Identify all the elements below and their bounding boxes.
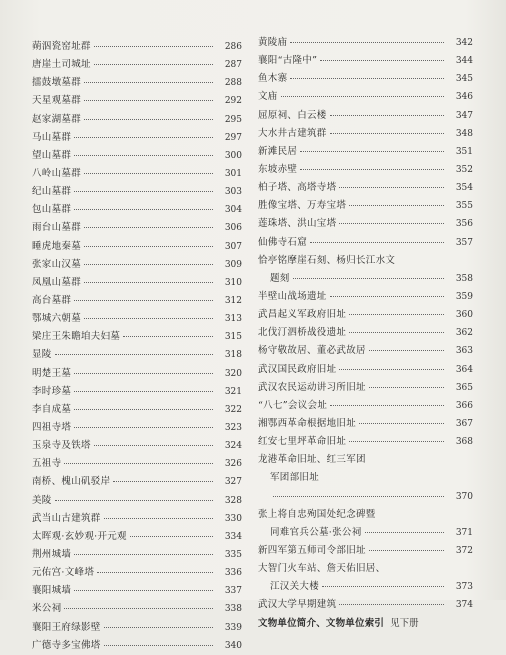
dot-leader <box>84 282 213 283</box>
toc-entry <box>258 88 473 106</box>
toc-entry-page: 368 <box>455 437 473 448</box>
toc-entry-title: 明楚王墓 <box>32 367 72 379</box>
toc-entry <box>258 397 473 415</box>
toc-entry-title: 恰亭铭摩崖石刻、杨归长江水文 <box>258 254 396 266</box>
dot-leader <box>349 314 444 315</box>
toc-entry-page: 364 <box>455 364 473 375</box>
dot-leader <box>322 586 444 587</box>
toc-entry <box>32 528 242 546</box>
dot-leader <box>84 82 213 83</box>
toc-entry <box>258 342 473 360</box>
toc-entry-page: 339 <box>224 622 242 633</box>
toc-entry <box>32 419 242 437</box>
toc-entry <box>258 197 473 215</box>
toc-entry-page: 315 <box>224 332 242 343</box>
toc-entry <box>258 252 473 270</box>
toc-entry-page: 306 <box>224 223 242 234</box>
dot-leader <box>84 246 213 247</box>
toc-entry-page: 373 <box>455 582 473 593</box>
toc-entry-page: 340 <box>224 640 242 651</box>
toc-entry-title: 雨台山墓群 <box>32 222 82 234</box>
toc-entry-page: 354 <box>455 183 473 194</box>
toc-entry-page: 321 <box>224 386 242 397</box>
toc-entry-page: 345 <box>455 74 473 85</box>
dot-leader <box>104 518 213 519</box>
toc-entry-title: 四祖寺塔 <box>32 421 72 433</box>
toc-entry <box>258 125 473 143</box>
toc-entry <box>32 328 242 346</box>
toc-entry <box>258 578 473 596</box>
dot-leader <box>74 391 213 392</box>
dot-leader <box>74 427 213 428</box>
toc-entry-page: 351 <box>455 146 473 157</box>
toc-entry <box>32 600 242 618</box>
dot-leader <box>349 205 444 206</box>
toc-entry-page: 330 <box>224 513 242 524</box>
dot-leader <box>369 350 444 351</box>
toc-entry-page: 312 <box>224 295 242 306</box>
toc-entry-page: 323 <box>224 422 242 433</box>
toc-entry <box>258 70 473 88</box>
toc-entry <box>258 379 473 397</box>
toc-entry <box>32 401 242 419</box>
toc-entry-title: 同难官兵公墓·张公祠 <box>270 526 362 538</box>
toc-entry-page: 324 <box>224 441 242 452</box>
toc-entry-title: 文庙 <box>258 91 278 103</box>
toc-entry-title: 擂鼓墩墓群 <box>32 77 82 89</box>
toc-entry <box>32 238 242 256</box>
toc-entry <box>258 506 473 524</box>
toc-entry-title: 南桥、槐山矶驳岸 <box>32 476 111 488</box>
toc-entry <box>32 274 242 292</box>
toc-entry-title: 包山墓群 <box>32 204 72 216</box>
toc-entry-title: 武昌起义军政府旧址 <box>258 309 347 321</box>
toc-entry <box>258 324 473 342</box>
dot-leader <box>74 137 213 138</box>
toc-entry-title: 新滩民居 <box>258 145 298 157</box>
toc-entry-page: 370 <box>455 491 473 502</box>
dot-leader <box>339 223 444 224</box>
toc-entry-title: 五祖寺 <box>32 458 62 470</box>
dot-leader <box>74 191 213 192</box>
toc-entry-title: 襄阳城墙 <box>32 585 72 597</box>
toc-entry-title: 黄陵庙 <box>258 37 288 48</box>
toc-entry <box>32 383 242 401</box>
toc-entry-page: 307 <box>224 241 242 252</box>
toc-entry <box>258 270 473 288</box>
dot-leader <box>84 264 213 265</box>
toc-entry-title: 东坡赤壁 <box>258 163 298 175</box>
toc-entry-page: 344 <box>455 56 473 67</box>
toc-entry-title: 屈原祠、白云楼 <box>258 109 327 121</box>
toc-entry-page: 322 <box>224 404 242 415</box>
toc-entry-title: 大智门火车站、詹天佑旧居、 <box>258 563 386 575</box>
toc-entry-title: 太晖观·玄妙观·开元观 <box>32 530 127 542</box>
toc-entry <box>258 52 473 70</box>
dot-leader <box>104 627 213 628</box>
toc-entry <box>32 564 242 582</box>
toc-right-column <box>258 34 473 633</box>
toc-entry-page: 347 <box>455 110 473 121</box>
dot-leader <box>113 481 213 482</box>
dot-leader <box>84 318 213 319</box>
toc-entry-title: 美陵 <box>32 494 52 506</box>
toc-entry <box>258 415 473 433</box>
toc-entry <box>32 165 242 183</box>
toc-entry <box>32 546 242 564</box>
toc-entry-page: 286 <box>224 42 242 52</box>
dot-leader <box>273 496 444 497</box>
toc-entry <box>258 488 473 506</box>
toc-entry-page: 318 <box>224 350 242 361</box>
toc-entry <box>258 524 473 542</box>
dot-leader <box>293 278 444 279</box>
toc-entry <box>258 34 473 52</box>
dot-leader <box>339 187 444 188</box>
toc-entry <box>258 451 473 469</box>
toc-entry <box>32 292 242 310</box>
toc-entry-title: 龙港革命旧址、红三军团 <box>258 454 366 466</box>
toc-entry-page: 334 <box>224 531 242 542</box>
toc-entry <box>32 38 242 56</box>
toc-entry-title: 武当山古建筑群 <box>32 512 101 524</box>
toc-entry-page: 335 <box>224 549 242 560</box>
toc-entry-title: 大水井古建筑群 <box>258 127 327 139</box>
toc-entry <box>258 143 473 161</box>
toc-entry-title: 凤凰山墓群 <box>32 276 82 288</box>
toc-entry-page: 288 <box>224 78 242 89</box>
toc-entry-title: 元佑宫·文峰塔 <box>32 567 95 579</box>
toc-entry-title: 玉泉寺及铁塔 <box>32 440 91 452</box>
dot-leader <box>349 332 444 333</box>
toc-entry <box>258 433 473 451</box>
toc-entry-title: 米公祠 <box>32 603 62 615</box>
toc-entry-page: 328 <box>224 495 242 506</box>
toc-entry-title: 湘鄂西革命根据地旧址 <box>258 417 357 429</box>
toc-entry-title: 纪山墓群 <box>32 186 72 198</box>
toc-entry-page: 320 <box>224 368 242 379</box>
toc-entry-page: 303 <box>224 187 242 198</box>
dot-leader <box>339 604 444 605</box>
dot-leader <box>55 500 213 501</box>
toc-entry <box>32 111 242 129</box>
dot-leader <box>369 387 444 388</box>
toc-entry-page: 358 <box>455 273 473 284</box>
toc-entry <box>258 234 473 252</box>
toc-entry-page: 297 <box>224 132 242 143</box>
toc-entry-title: 新四军第五师司令部旧址 <box>258 544 366 556</box>
toc-entry-page: 304 <box>224 205 242 216</box>
dot-leader <box>320 60 444 61</box>
toc-entry <box>32 365 242 383</box>
toc-entry-page: 338 <box>224 604 242 615</box>
dot-leader <box>84 173 213 174</box>
toc-entry-title: 赵家湖墓群 <box>32 113 82 125</box>
toc-entry <box>258 560 473 578</box>
toc-entry <box>32 473 242 491</box>
toc-entry-title: 武汉国民政府旧址 <box>258 363 337 375</box>
toc-entry-title: 李时珍墓 <box>32 385 72 397</box>
toc-entry-title: “八七”会议会址 <box>258 399 328 411</box>
dot-leader <box>369 550 444 551</box>
toc-entry-page: 372 <box>455 545 473 556</box>
dot-leader <box>94 64 213 65</box>
toc-entry <box>258 161 473 179</box>
toc-entry <box>32 56 242 74</box>
toc-entry-page: 362 <box>455 328 473 339</box>
toc-entry <box>32 455 242 473</box>
dot-leader <box>359 423 444 424</box>
toc-entry-title: 襄阳王府绿影壁 <box>32 621 101 633</box>
dot-leader <box>84 119 213 120</box>
dot-leader <box>365 532 444 533</box>
dot-leader <box>330 133 444 134</box>
dot-leader <box>330 296 444 297</box>
toc-entry <box>258 306 473 324</box>
dot-leader <box>330 115 444 116</box>
toc-entry <box>32 510 242 528</box>
toc-entry-page: 355 <box>455 201 473 212</box>
toc-entry-title: 睡虎地秦墓 <box>32 240 82 252</box>
toc-entry <box>32 129 242 147</box>
toc-entry-title: 鄂城六朝墓 <box>32 313 82 325</box>
toc-entry-title: 武汉大学早期建筑 <box>258 599 337 611</box>
toc-entry <box>258 215 473 233</box>
toc-entry-page: 352 <box>455 164 473 175</box>
dot-leader <box>74 300 213 301</box>
toc-entry <box>32 201 242 219</box>
dot-leader <box>55 354 213 355</box>
toc-entry-title: 军团部旧址 <box>270 472 320 484</box>
footer-note-see: 见下册 <box>390 617 419 629</box>
footer-note <box>258 615 473 633</box>
toc-entry <box>32 346 242 364</box>
toc-entry <box>258 596 473 614</box>
toc-entry <box>258 179 473 197</box>
toc-entry-page: 365 <box>455 382 473 393</box>
dot-leader <box>94 46 213 47</box>
dot-leader <box>94 445 213 446</box>
toc-entry-title: 天星观墓群 <box>32 95 82 107</box>
dot-leader <box>339 369 444 370</box>
dot-leader <box>310 242 444 243</box>
dot-leader <box>74 209 213 210</box>
toc-entry-page: 357 <box>455 237 473 248</box>
dot-leader <box>290 42 444 43</box>
toc-entry <box>32 492 242 510</box>
dot-leader <box>97 572 213 573</box>
dot-leader <box>123 336 213 337</box>
toc-entry-title: 仙佛寺石窟 <box>258 236 308 248</box>
dot-leader <box>74 155 213 156</box>
toc-entry <box>258 288 473 306</box>
toc-entry <box>32 582 242 600</box>
dot-leader <box>300 169 444 170</box>
toc-entry <box>32 74 242 92</box>
toc-entry-page: 295 <box>224 114 242 125</box>
dot-leader <box>74 590 213 591</box>
toc-entry-title: 显陵 <box>32 349 52 361</box>
toc-entry-title: 张上将自忠殉国处纪念碑暨 <box>258 508 376 520</box>
toc-entry-page: 300 <box>224 150 242 161</box>
toc-entry <box>32 256 242 274</box>
dot-leader <box>84 100 213 101</box>
toc-entry-page: 309 <box>224 259 242 270</box>
toc-entry-title: 莲珠塔、洪山宝塔 <box>258 218 337 230</box>
dot-leader <box>281 96 444 97</box>
toc-entry <box>32 310 242 328</box>
toc-entry-title: 红安七里坪革命旧址 <box>258 436 347 448</box>
toc-entry-title: 江汉关大楼 <box>270 581 320 593</box>
toc-entry-page: 360 <box>455 310 473 321</box>
dot-leader <box>64 608 213 609</box>
toc-entry-page: 313 <box>224 314 242 325</box>
toc-left-column <box>32 38 242 655</box>
dot-leader <box>290 78 444 79</box>
toc-entry <box>32 219 242 237</box>
toc-entry-title: 荆州城墙 <box>32 548 72 560</box>
toc-entry-title: 马山墓群 <box>32 131 72 143</box>
toc-entry-title: 望山墓群 <box>32 149 72 161</box>
toc-entry <box>258 469 473 487</box>
dot-leader <box>330 405 444 406</box>
toc-entry-page: 287 <box>224 60 242 71</box>
toc-entry-page: 374 <box>455 600 473 611</box>
toc-entry-title: 北伐汀泗桥战役遗址 <box>258 327 347 339</box>
dot-leader <box>74 373 213 374</box>
toc-entry-page: 346 <box>455 92 473 103</box>
toc-entry-page: 356 <box>455 219 473 230</box>
toc-entry-page: 301 <box>224 168 242 179</box>
toc-entry-title: 广德寺多宝佛塔 <box>32 639 101 651</box>
toc-entry-page: 366 <box>455 400 473 411</box>
toc-entry-title: 八岭山墓群 <box>32 167 82 179</box>
toc-entry-page: 310 <box>224 277 242 288</box>
toc-entry <box>32 619 242 637</box>
toc-entry-title: 柏子塔、高塔寺塔 <box>258 182 337 194</box>
toc-entry-title: 襄阳“古隆中” <box>258 55 318 67</box>
toc-entry-title: 杨守敬故居、董必武故居 <box>258 345 366 357</box>
toc-entry-title: 李自成墓 <box>32 403 72 415</box>
toc-entry <box>258 107 473 125</box>
toc-entry-title: 半壁山战场遗址 <box>258 290 327 302</box>
dot-leader <box>84 227 213 228</box>
toc-entry-page: 342 <box>455 38 473 48</box>
dot-leader <box>300 151 444 152</box>
toc-entry <box>258 361 473 379</box>
toc-entry-page: 348 <box>455 128 473 139</box>
toc-entry <box>32 637 242 655</box>
toc-entry-page: 359 <box>455 291 473 302</box>
toc-entry <box>32 92 242 110</box>
toc-entry-title: 梁庄王朱瞻垍夫妇墓 <box>32 331 121 343</box>
toc-entry-title: 题刻 <box>270 272 290 284</box>
toc-entry-title: 张家山汉墓 <box>32 258 82 270</box>
toc-entry-title: 蒴泅瓷窑址群 <box>32 41 91 52</box>
dot-leader <box>74 554 213 555</box>
toc-entry-title: 唐崖土司城址 <box>32 59 91 71</box>
toc-entry-title: 武汉农民运动讲习所旧址 <box>258 381 366 393</box>
toc-entry-title: 高台墓群 <box>32 294 72 306</box>
toc-entry-page: 327 <box>224 477 242 488</box>
toc-entry-page: 292 <box>224 96 242 107</box>
dot-leader <box>130 536 213 537</box>
dot-leader <box>349 441 444 442</box>
toc-entry <box>32 437 242 455</box>
dot-leader <box>64 463 213 464</box>
toc-entry <box>258 542 473 560</box>
toc-entry <box>32 147 242 165</box>
toc-entry-page: 371 <box>455 527 473 538</box>
toc-entry-page: 337 <box>224 586 242 597</box>
dot-leader <box>104 645 213 646</box>
dot-leader <box>74 409 213 410</box>
toc-entry-page: 367 <box>455 418 473 429</box>
toc-entry-title: 胜像宝塔、万寿宝塔 <box>258 200 347 212</box>
toc-entry-page: 336 <box>224 568 242 579</box>
toc-entry-page: 326 <box>224 459 242 470</box>
toc-entry-page: 363 <box>455 346 473 357</box>
toc-entry <box>32 183 242 201</box>
footer-note-title: 文物单位简介、文物单位索引 <box>258 617 385 629</box>
toc-entry-title: 鱼木寨 <box>258 73 288 85</box>
